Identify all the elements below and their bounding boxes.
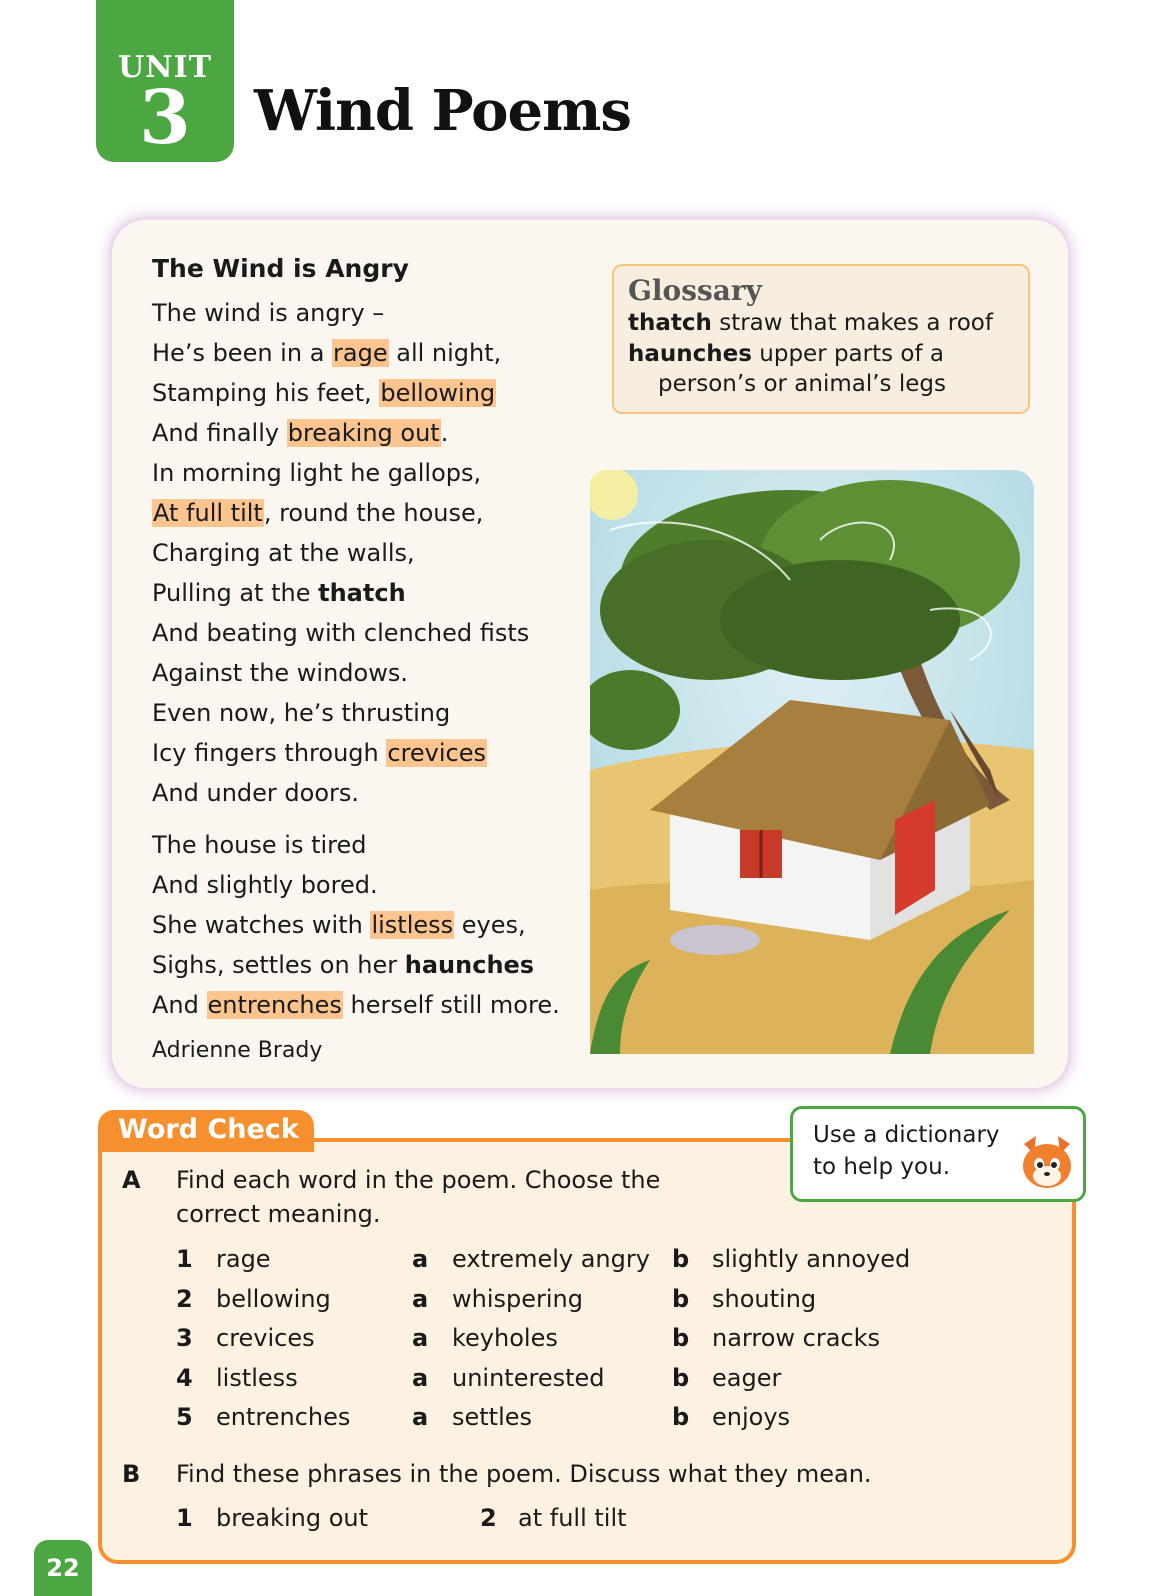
poem-text: In morning light he gallops, — [152, 459, 482, 487]
section-b-item-phrase: breaking out — [216, 1504, 368, 1532]
item-word: crevices — [216, 1324, 315, 1352]
poem-text: Pulling at the — [152, 579, 319, 607]
poem-text: all night, — [388, 339, 502, 367]
highlighted-word: rage — [333, 339, 388, 367]
poem-text: eyes, — [454, 911, 526, 939]
glossary-entry-continuation: person’s or animal’s legs — [658, 371, 946, 397]
poem-line — [152, 693, 560, 733]
option-a-label: a — [412, 1363, 429, 1392]
option-a-label: a — [412, 1324, 429, 1352]
wind-house-illustration — [590, 470, 1034, 1054]
poem-line — [152, 373, 560, 413]
poem-line — [152, 733, 560, 773]
option-a: extremely angry — [452, 1245, 650, 1273]
option-a: settles — [452, 1403, 533, 1431]
poem-text: He’s been in a — [152, 339, 333, 367]
section-a-letter: A — [122, 1166, 141, 1194]
option-a: uninterested — [452, 1363, 605, 1392]
poem-text: She watches with — [152, 911, 371, 939]
option-a: whispering — [452, 1284, 583, 1313]
item-number: 3 — [176, 1324, 193, 1352]
section-b-instruction: Find these phrases in the poem. Discuss what they mean. — [176, 1460, 872, 1488]
poem-line — [152, 413, 560, 453]
poem-text: And finally — [152, 419, 287, 447]
poem-text: Charging at the walls, — [152, 539, 415, 567]
item-number: 4 — [176, 1363, 193, 1392]
item-number: 2 — [176, 1284, 193, 1313]
fox-cat-icon — [1018, 1132, 1076, 1192]
option-b-label: b — [672, 1363, 690, 1392]
glossary-entry-thatch: thatch straw that makes a roof — [628, 310, 993, 336]
option-b: narrow cracks — [712, 1324, 881, 1352]
dictionary-tip-text: Use a dictionary to help you. — [813, 1122, 1000, 1180]
poem-author: Adrienne Brady — [152, 1038, 323, 1063]
page-number: 22 — [34, 1540, 92, 1596]
poem-line — [152, 573, 560, 613]
poem-text: Sighs, settles on her — [152, 951, 405, 979]
unit-badge — [96, 0, 234, 162]
highlighted-word: bellowing — [380, 379, 496, 407]
poem-text: Icy fingers through — [152, 739, 387, 767]
option-a-label: a — [412, 1403, 429, 1431]
poem-text: And — [152, 991, 207, 1019]
glossary-entry-haunches: haunches upper parts of a — [628, 341, 944, 367]
section-b-item-num: 2 — [480, 1504, 497, 1532]
glossary-title: Glossary — [628, 274, 762, 307]
poem-line — [152, 653, 560, 693]
poem-text: . — [440, 419, 449, 447]
poem-line — [152, 613, 560, 653]
poem-text: The wind is angry – — [152, 299, 385, 327]
poem-text: Against the windows. — [152, 659, 408, 687]
section-b-letter: B — [122, 1460, 141, 1488]
poem-text: And slightly bored. — [152, 871, 378, 899]
poem-line — [152, 825, 560, 865]
poem-line — [152, 773, 560, 813]
option-b-label: b — [672, 1245, 690, 1273]
poem-line — [152, 493, 560, 533]
highlighted-word: crevices — [387, 739, 487, 767]
option-b-label: b — [672, 1324, 690, 1352]
poem-line — [152, 293, 560, 333]
highlighted-word: entrenches — [207, 991, 342, 1019]
item-word: entrenches — [216, 1403, 351, 1431]
item-word: bellowing — [216, 1284, 331, 1313]
option-a-label: a — [412, 1245, 429, 1273]
poem-text: herself still more. — [342, 991, 560, 1019]
poem-title: The Wind is Angry — [152, 254, 409, 283]
item-number: 1 — [176, 1245, 193, 1273]
poem-text: , round the house, — [263, 499, 484, 527]
poem-text: And under doors. — [152, 779, 360, 807]
poem-line — [152, 333, 560, 373]
option-b: shouting — [712, 1284, 817, 1313]
glossary-word: haunches — [404, 951, 535, 979]
poem-line — [152, 533, 560, 573]
item-word: rage — [216, 1245, 271, 1273]
poem-line — [152, 905, 560, 945]
option-b-label: b — [672, 1284, 690, 1313]
section-b-item-num: 1 — [176, 1504, 193, 1532]
poem-text: The house is tired — [152, 831, 367, 859]
page-title: Wind Poems — [254, 78, 631, 144]
poem-line — [152, 453, 560, 493]
poem-text: Stamping his feet, — [152, 379, 380, 407]
option-b-label: b — [672, 1403, 690, 1431]
item-word: listless — [216, 1363, 298, 1392]
section-a-instruction: Find each word in the poem. Choose the — [176, 1166, 661, 1194]
poem-line — [152, 945, 560, 985]
glossary-word: thatch — [318, 579, 406, 607]
highlighted-word: At full tilt — [153, 499, 263, 527]
option-b: eager — [712, 1363, 782, 1392]
option-b: enjoys — [712, 1403, 791, 1431]
highlighted-word: listless — [371, 911, 454, 939]
word-check-title: Word Check — [118, 1114, 299, 1145]
highlighted-word: breaking out — [287, 419, 440, 447]
section-a-instruction-cont: correct meaning. — [176, 1200, 381, 1228]
option-b: slightly annoyed — [712, 1245, 911, 1273]
section-b-item-phrase: at full tilt — [518, 1504, 627, 1532]
unit-number: 3 — [139, 75, 191, 161]
glossary-box — [612, 264, 1030, 414]
unit-label: UNIT — [118, 50, 212, 85]
option-a: keyholes — [452, 1324, 558, 1352]
poem-line — [152, 985, 560, 1025]
poem-text: Even now, he’s thrusting — [152, 699, 451, 727]
poem-line — [152, 865, 560, 905]
poem-text: And beating with clenched fists — [152, 619, 530, 647]
option-a-label: a — [412, 1284, 429, 1313]
poem-lines — [152, 293, 560, 1025]
item-number: 5 — [176, 1403, 193, 1431]
